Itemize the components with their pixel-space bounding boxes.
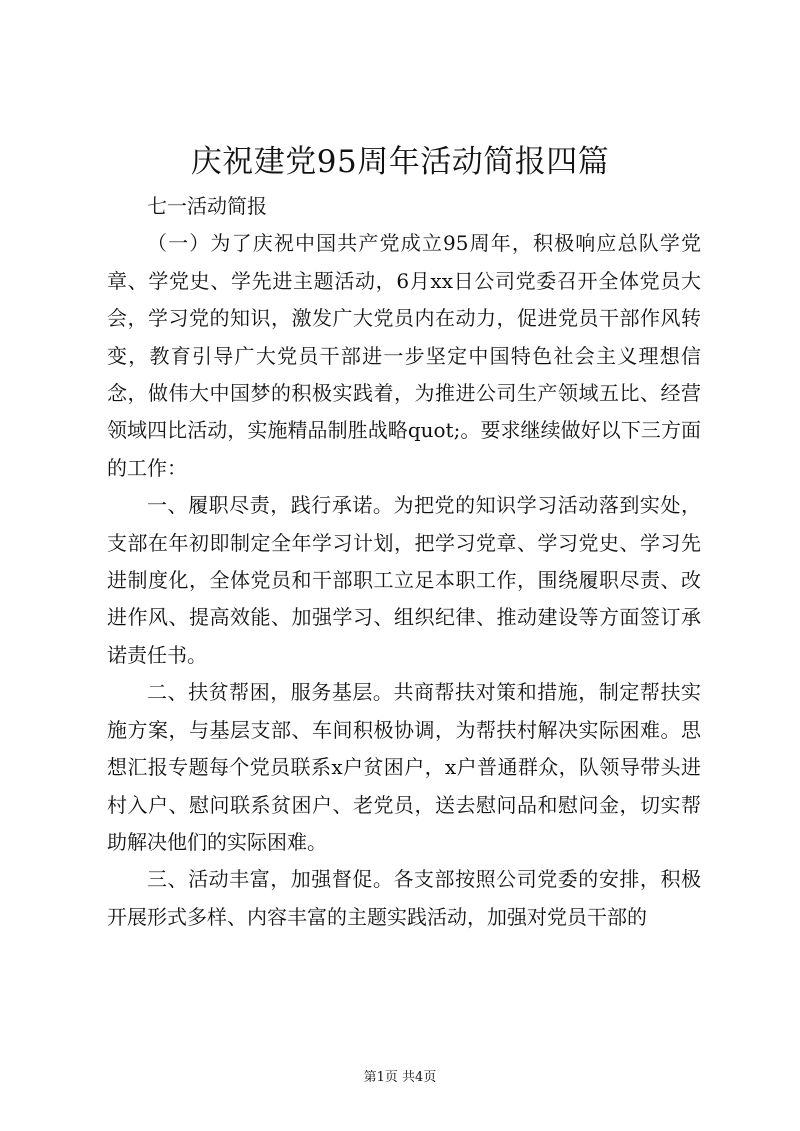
paragraph-point-1: 一、履职尽责，践行承诺。为把党的知识学习活动落到实处，支部在年初即制定全年学习计划，把学习党章、学习党史、学习先进制度化，全体党员和干部职工立足本职工作，围绕履职尽责、改进作风、提高效能、加强学习、组织纪律、推动建设等方面签订承诺责任书。 <box>107 493 701 667</box>
paragraph-intro: （一）为了庆祝中国共产党成立95周年，积极响应总队学党章、学党史、学先进主题活动，6月xx日公司党委召开全体党员大会，学习党的知识，激发广大党员内在动力，促进党员干部作风转变，教育引导广大党员干部进一步坚定中国特色社会主义理想信念，做伟大中国梦的积极实践着，为推进公司生产领域五比、经营领域四比活动，实施精品制胜战略quot;。要求继续做好以下三方面的工作： <box>107 231 701 480</box>
paragraph-point-2: 二、扶贫帮困，服务基层。共商帮扶对策和措施，制定帮扶实施方案，与基层支部、车间积极协调，为帮扶村解决实际困难。思想汇报专题每个党员联系x户贫困户，x户普通群众，队领导带头进村入户、慰问联系贫困户、老党员，送去慰问品和慰问金，切实帮助解决他们的实际困难。 <box>107 680 701 854</box>
document-body <box>107 188 701 936</box>
paragraph-point-3: 三、活动丰富，加强督促。各支部按照公司党委的安排，积极开展形式多样、内容丰富的主题实践活动，加强对党员干部的 <box>107 867 701 929</box>
section-label: 七一活动简报 <box>147 194 267 218</box>
page-footer: 第1页 共4页 <box>363 1070 437 1085</box>
document-title: 庆祝建党95周年活动简报四篇 <box>190 144 610 180</box>
